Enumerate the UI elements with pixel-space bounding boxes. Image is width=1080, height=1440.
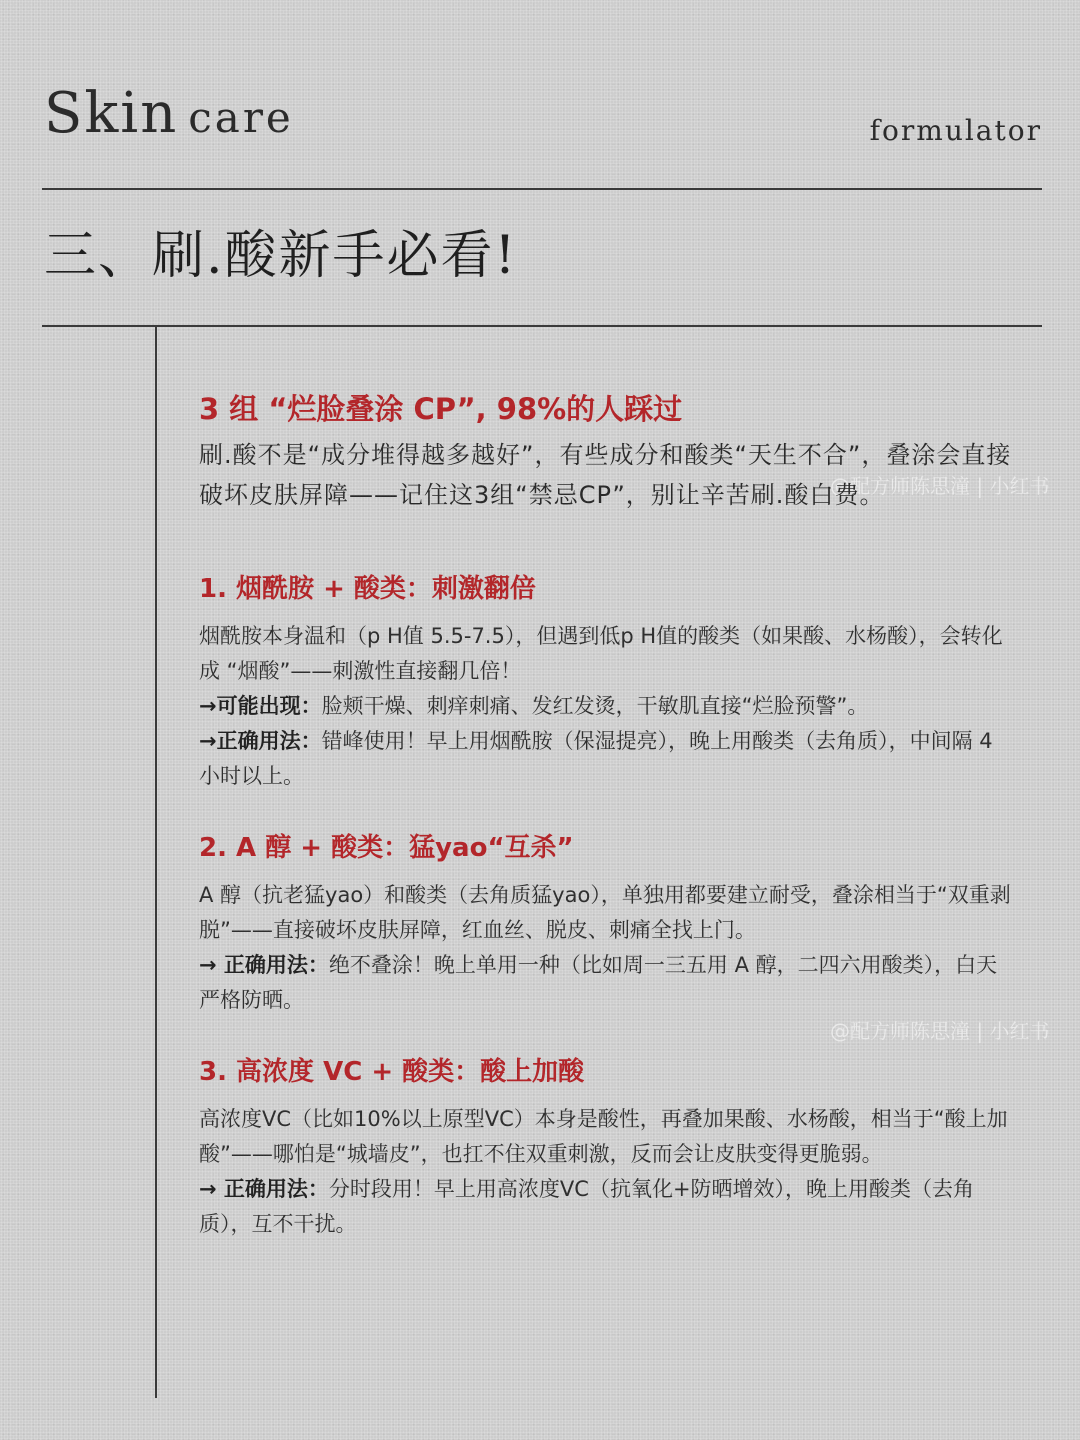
section-title: 3. 高浓度 VC + 酸类：酸上加酸 bbox=[199, 1056, 585, 1087]
watermark: @配方师陈思潼 | 小红书 bbox=[830, 1019, 1050, 1043]
intro-paragraph: 刷.酸不是“成分堆得越多越好”，有些成分和酸类“天生不合”，叠涂会直接破坏皮肤屏障——记住这3组“禁忌CP”，别让辛苦刷.酸白费。 bbox=[199, 441, 1012, 510]
usage-label: →正确用法： bbox=[199, 728, 322, 753]
section-vitamin-c bbox=[199, 1056, 1014, 1242]
note-text: 脸颊干燥、刺痒刺痛、发红发烫，干敏肌直接“烂脸预警”。 bbox=[321, 693, 869, 718]
watermark: @配方师陈思潼 | 小红书 bbox=[830, 474, 1050, 498]
brand-logo bbox=[44, 81, 294, 146]
vertical-divider bbox=[155, 326, 157, 1398]
section-title: 1. 烟酰胺 + 酸类：刺激翻倍 bbox=[199, 574, 536, 605]
section-usage bbox=[199, 948, 1014, 1018]
section-note bbox=[199, 689, 1014, 724]
usage-label: → 正确用法： bbox=[199, 952, 329, 977]
section-body: 烟酰胺本身温和（p H值 5.5-7.5），但遇到低p H值的酸类（如果酸、水杨酸），会转化成 “烟酸”——刺激性直接翻几倍！ bbox=[199, 623, 1003, 683]
usage-label: → 正确用法： bbox=[199, 1176, 329, 1201]
note-label: →可能出现： bbox=[199, 693, 322, 718]
title-divider bbox=[42, 325, 1042, 327]
section-title: 2. A 醇 + 酸类：猛yao“互杀” bbox=[199, 832, 574, 863]
usage-text: 绝不叠涂！晚上单用一种（比如周一三五用 A 醇，二四六用酸类），白天严格防晒。 bbox=[199, 952, 998, 1012]
section-body: A 醇（抗老猛yao）和酸类（去角质猛yao），单独用都要建立耐受，叠涂相当于“双重剥脱”——直接破坏皮肤屏障，红血丝、脱皮、刺痛全找上门。 bbox=[199, 882, 1011, 942]
section-retinol bbox=[199, 832, 1014, 1018]
headline: 3 组 “烂脸叠涂 CP”, 98%的人踩过 bbox=[199, 392, 683, 426]
section-usage bbox=[199, 1172, 1014, 1242]
usage-text: 错峰使用！早上用烟酰胺（保湿提亮），晚上用酸类（去角质），中间隔 4 小时以上。 bbox=[199, 728, 993, 788]
main-content bbox=[199, 390, 1014, 1242]
tagline: formulator bbox=[869, 114, 1042, 147]
page-title: 三、刷.酸新手必看! bbox=[44, 226, 518, 286]
usage-text: 分时段用！早上用高浓度VC（抗氧化+防晒增效），晚上用酸类（去角质），互不干扰。 bbox=[199, 1176, 975, 1236]
brand-main: Skin bbox=[44, 81, 179, 146]
brand-sub: care bbox=[188, 93, 294, 142]
top-divider bbox=[42, 188, 1042, 190]
section-usage bbox=[199, 724, 1014, 794]
section-niacinamide bbox=[199, 573, 1014, 794]
section-body: 高浓度VC（比如10%以上原型VC）本身是酸性，再叠加果酸、水杨酸，相当于“酸上加酸”——哪怕是“城墙皮”，也扛不住双重刺激，反而会让皮肤变得更脆弱。 bbox=[199, 1106, 1008, 1166]
